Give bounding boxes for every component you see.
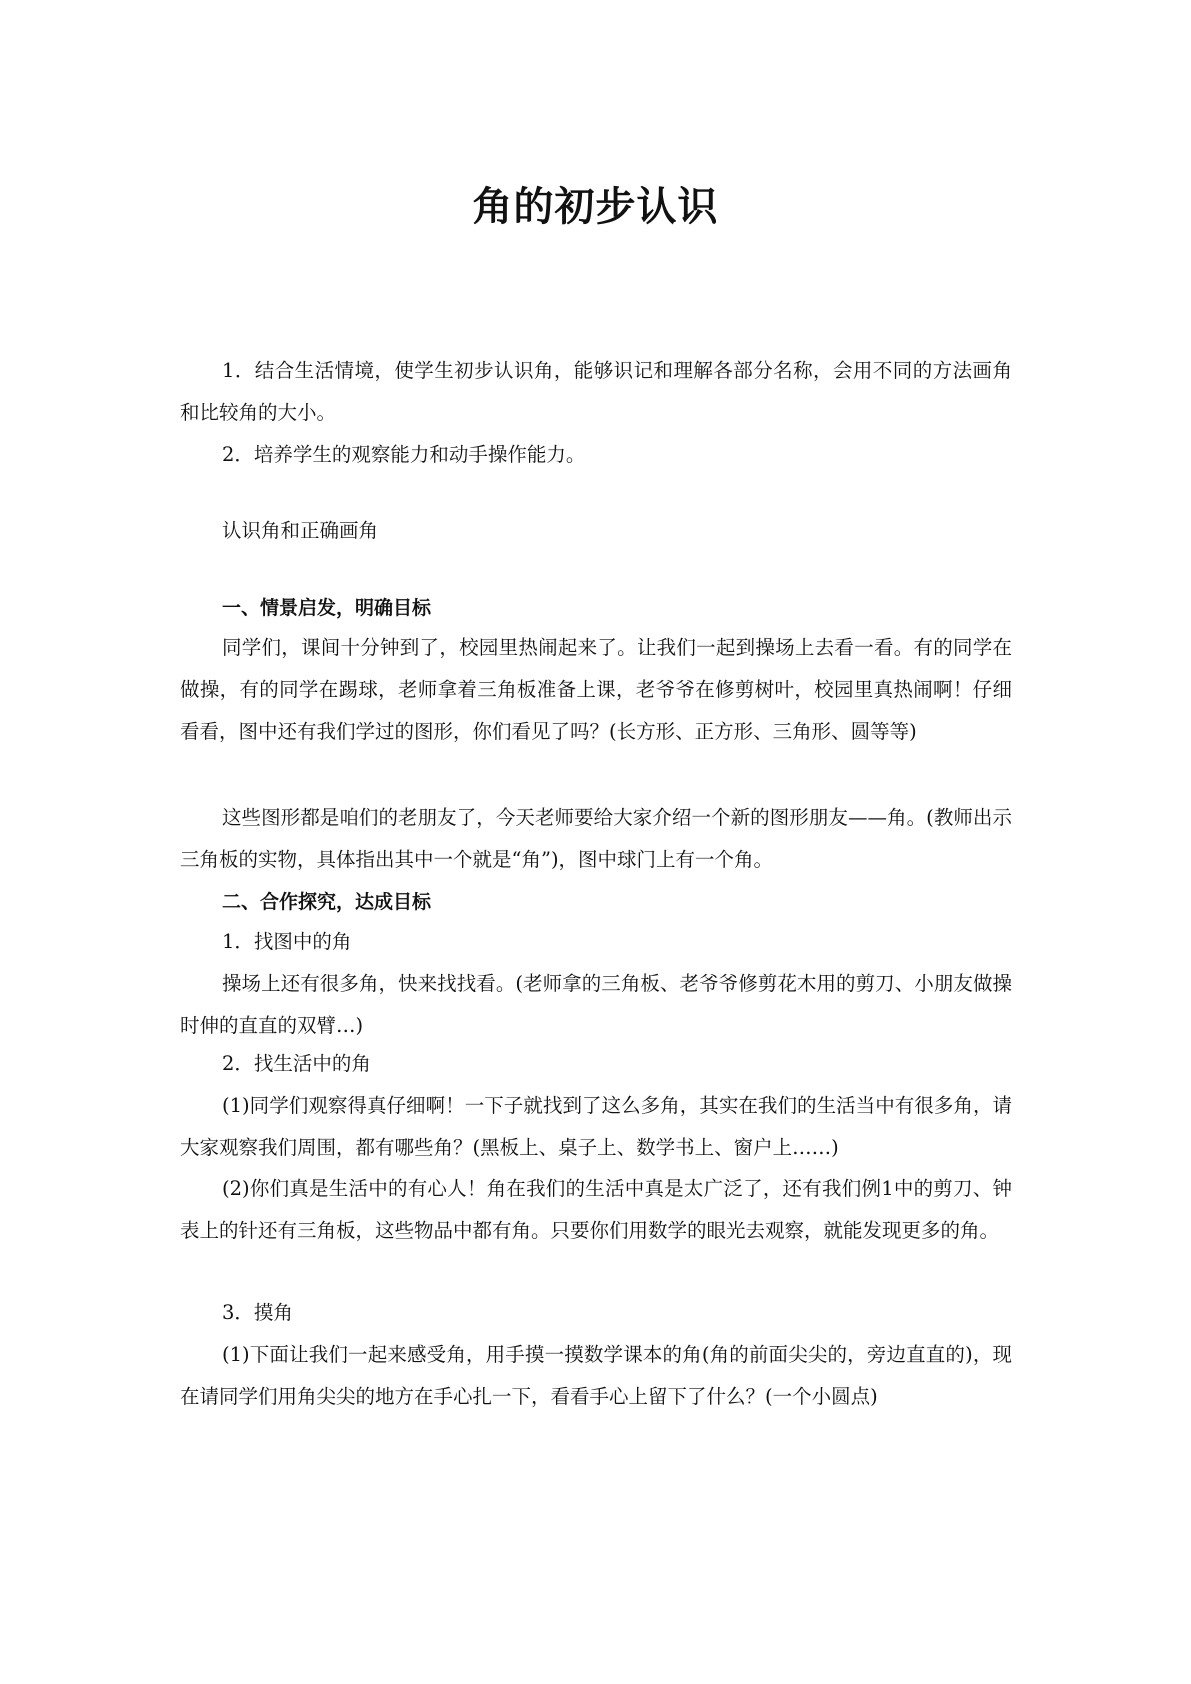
objective-2: 2．培养学生的观察能力和动手操作能力。	[222, 443, 586, 466]
section-1-paragraph-2: 这些图形都是咱们的老朋友了，今天老师要给大家介绍一个新的图形朋友——角。(教师出示三角板的实物，具体指出其中一个就是“角”)，图中球门上有一个角。	[180, 806, 1012, 871]
section-1-heading: 一、情景启发，明确目标	[222, 597, 432, 619]
subsection-2-paragraph-2: (2)你们真是生活中的有心人！角在我们的生活中真是太广泛了，还有我们例1中的剪刀、钟表上的针还有三角板，这些物品中都有角。只要你们用数学的眼光去观察，就能发现更多的角。	[180, 1177, 1012, 1242]
objective-1: 1．结合生活情境，使学生初步认识角，能够识记和理解各部分名称，会用不同的方法画角和比较角的大小。	[180, 359, 1012, 424]
key-point: 认识角和正确画角	[222, 519, 379, 542]
subsection-1-title: 1．找图中的角	[222, 930, 352, 953]
subsection-3-title: 3．摸角	[222, 1301, 293, 1324]
section-2-heading: 二、合作探究，达成目标	[222, 891, 432, 913]
subsection-1-text: 操场上还有很多角，快来找找看。(老师拿的三角板、老爷爷修剪花木用的剪刀、小朋友做操时伸的直直的双臂…)	[180, 972, 1012, 1037]
subsection-2-paragraph-1: (1)同学们观察得真仔细啊！一下子就找到了这么多角，其实在我们的生活当中有很多角，请大家观察我们周围，都有哪些角？(黑板上、桌子上、数学书上、窗户上……)	[180, 1094, 1012, 1159]
subsection-3-paragraph-1: (1)下面让我们一起来感受角，用手摸一摸数学课本的角(角的前面尖尖的，旁边直直的)，现在请同学们用角尖尖的地方在手心扎一下，看看手心上留下了什么？(一个小圆点)	[180, 1343, 1012, 1408]
section-1-paragraph-1: 同学们，课间十分钟到了，校园里热闹起来了。让我们一起到操场上去看一看。有的同学在做操，有的同学在踢球，老师拿着三角板准备上课，老爷爷在修剪树叶，校园里真热闹啊！仔细看看，图中还有我们学过的图形，你们看见了吗？(长方形、正方形、三角形、圆等等)	[180, 636, 1012, 743]
subsection-2-title: 2．找生活中的角	[222, 1052, 371, 1075]
page-title: 角的初步认识	[472, 184, 719, 230]
